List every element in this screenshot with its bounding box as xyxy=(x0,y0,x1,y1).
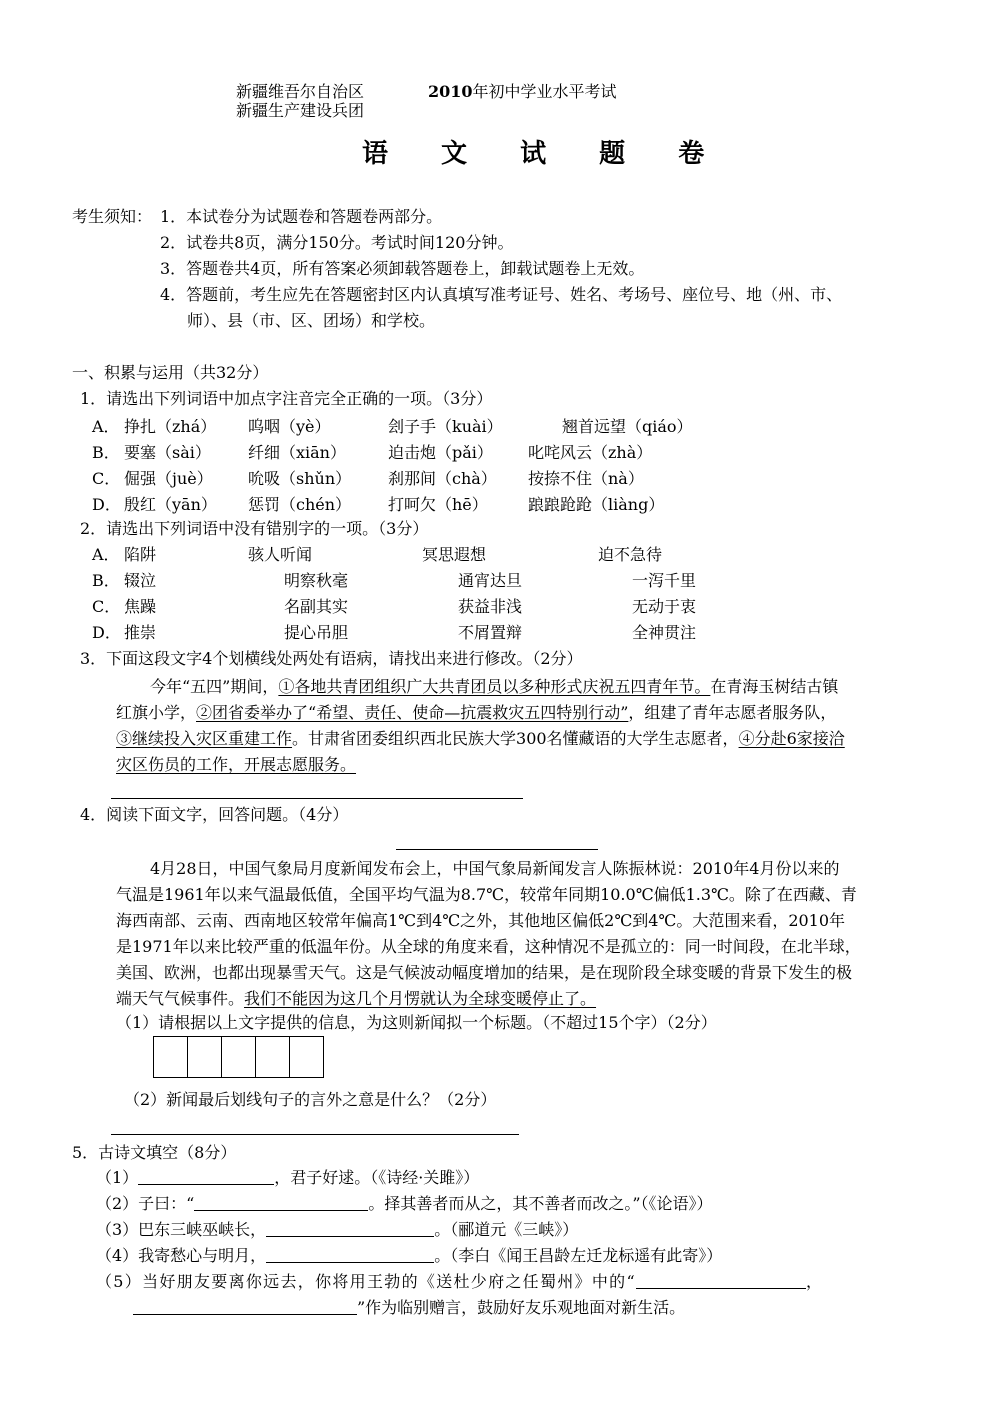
q3-underline-3: ③继续投入灾区重建工作 xyxy=(116,729,293,748)
q4-line-3: 海西南部、云南、西南地区较常年偏高1℃到4℃之外，其他地区偏低2℃到4℃。大范围来看，2010年 xyxy=(116,911,846,930)
q3-text: 红旗小学， xyxy=(116,703,197,722)
q4-underlined-sentence: 我们不能因为这几个月愣就认为全球变暖停止了。 xyxy=(244,989,597,1008)
exam-year: 2010 xyxy=(428,82,473,101)
notice-item-3: 3．答题卷共4页，所有答案必须卸载答题卷上，卸载试题卷上无效。 xyxy=(160,259,645,278)
q3-passage xyxy=(116,674,845,778)
q3-line-2 xyxy=(116,700,845,726)
q5-blank-4[interactable] xyxy=(266,1246,434,1263)
title-box[interactable] xyxy=(153,1036,188,1078)
q4-line-6 xyxy=(116,986,861,1012)
q5-text: 。（李白《闻王昌龄左迁龙标遥有此寄》） xyxy=(434,1246,723,1265)
q5-text: （3）巴东三峡巫峡长， xyxy=(96,1220,267,1239)
q2-option-b-label: B． xyxy=(92,571,120,590)
q3-line-3 xyxy=(116,726,845,752)
q5-blank-2[interactable] xyxy=(194,1194,368,1211)
q5-text: 。（郦道元《三峡》） xyxy=(434,1220,579,1239)
q2-option-c-word-1: 焦躁 xyxy=(124,597,157,616)
q5-blank-3[interactable] xyxy=(266,1220,434,1237)
q3-underline-4-cont: 灾区伤员的工作，开展志愿服务。 xyxy=(116,755,357,774)
q5-text: （5）当好朋友要离你远去，你将用王勃的《送杜少府之任蜀州》中的“ xyxy=(96,1272,636,1291)
q1-option-b-word-2: 纤细（xiān） xyxy=(248,443,346,462)
q1-option-c-word-1: 倔强（juè） xyxy=(124,469,213,488)
q5-line-6 xyxy=(133,1298,685,1318)
q5-text: ， xyxy=(805,1272,824,1291)
page-title: 语 文 试 题 卷 xyxy=(362,139,727,169)
exam-name xyxy=(428,82,617,102)
q2-option-d-word-2: 提心吊胆 xyxy=(284,623,349,642)
q1-option-d-word-4: 踉踉跄跄（liàng） xyxy=(528,495,665,514)
q1-option-b-label: B． xyxy=(92,443,120,462)
q3-text: 今年“五四”期间， xyxy=(150,677,279,696)
q2-option-a-word-4: 迫不急待 xyxy=(598,545,663,564)
q5-line-4 xyxy=(96,1246,722,1266)
q5-text: ”作为临别赠言，鼓励好友乐观地面对新生活。 xyxy=(357,1298,686,1317)
notice-item-1: 1．本试卷分为试题卷和答题卷两部分。 xyxy=(160,207,443,226)
q1-option-d-label: D． xyxy=(92,495,121,514)
exam-name-text: 年初中学业水平考试 xyxy=(472,82,617,101)
q5-blank-1[interactable] xyxy=(138,1168,274,1185)
notice-item-4-cont: 师）、县（市、区、团场）和学校。 xyxy=(187,311,436,330)
q5-stem: 5．古诗文填空（8分） xyxy=(72,1143,237,1162)
header-region-1: 新疆维吾尔自治区 xyxy=(236,82,365,101)
q2-option-d-word-1: 推崇 xyxy=(124,623,157,642)
q4-title-line xyxy=(396,849,598,850)
q2-option-c-word-2: 名副其实 xyxy=(284,597,349,616)
q1-option-c-word-4: 按捺不住（nà） xyxy=(528,469,644,488)
q1-option-a-label: A． xyxy=(92,417,120,436)
q3-line-1 xyxy=(116,674,845,700)
q2-option-b-word-2: 明察秋毫 xyxy=(284,571,349,590)
q2-option-d-word-3: 不屑置辩 xyxy=(458,623,523,642)
q1-option-d-word-3: 打呵欠（hē） xyxy=(388,495,488,514)
q2-option-a-word-2: 骇人听闻 xyxy=(248,545,313,564)
q5-text: （1） xyxy=(96,1168,139,1187)
q4-line-1: 4月28日，中国气象局月度新闻发布会上，中国气象局新闻发言人陈振林说：2010年4月份以来的 xyxy=(150,859,840,878)
section-heading: 一、积累与运用（共32分） xyxy=(72,363,269,382)
q2-option-d-label: D． xyxy=(92,623,121,642)
q5-text: 。择其善者而从之，其不善者而改之。”（《论语》） xyxy=(368,1194,713,1213)
q3-text: 在青海玉树结古镇 xyxy=(710,677,839,696)
q1-option-b-word-3: 迫击炮（pǎi） xyxy=(388,443,493,462)
q2-option-b-word-4: 一泻千里 xyxy=(632,571,697,590)
notice-item-2: 2．试卷共8页，满分150分。考试时间120分钟。 xyxy=(160,233,514,252)
q4-title-boxes[interactable] xyxy=(153,1036,323,1078)
q2-option-c-word-3: 获益非浅 xyxy=(458,597,523,616)
q4-passage xyxy=(116,856,861,1012)
q5-text: ，君子好逑。（《诗经·关雎》） xyxy=(274,1168,480,1187)
title-box[interactable] xyxy=(187,1036,222,1078)
q4-text: 端天气气候事件。 xyxy=(116,989,245,1008)
q3-underline-1: ①各地共青团组织广大共青团员以多种形式庆祝五四青年节。 xyxy=(278,677,711,696)
notice-label: 考生须知： xyxy=(72,207,153,226)
q2-option-b-word-3: 通宵达旦 xyxy=(458,571,523,590)
q3-text: 。甘肃省团委组织西北民族大学300名懂藏语的大学生志愿者， xyxy=(292,729,739,748)
title-box[interactable] xyxy=(221,1036,256,1078)
title-box[interactable] xyxy=(289,1036,324,1078)
q1-option-a-word-2: 呜咽（yè） xyxy=(248,417,331,436)
q1-option-a-word-4: 翘首远望（qiáo） xyxy=(562,417,693,436)
q1-option-c-label: C． xyxy=(92,469,121,488)
q5-line-2 xyxy=(96,1194,713,1214)
q5-line-1 xyxy=(96,1168,479,1188)
q1-option-b-word-4: 叱咤风云（zhà） xyxy=(528,443,653,462)
q2-option-a-label: A． xyxy=(92,545,120,564)
q2-option-d-word-4: 全神贯注 xyxy=(632,623,697,642)
q4-line-5: 美国、欧洲，也都出现暴雪天气。这是气候波动幅度增加的结果，是在现阶段全球变暖的背景下发生的极 xyxy=(116,963,853,982)
q1-option-a-word-3: 刽子手（kuài） xyxy=(388,417,503,436)
q4-line-4: 是1971年以来比较严重的低温年份。从全球的角度来看，这种情况不是孤立的：同一时间段，在北半球， xyxy=(116,937,861,956)
q3-line-4 xyxy=(116,752,845,778)
q2-option-a-word-3: 冥思遐想 xyxy=(422,545,487,564)
q2-option-c-label: C． xyxy=(92,597,121,616)
q1-option-a-word-1: 挣扎（zhá） xyxy=(124,417,217,436)
q4-stem: 4．阅读下面文字，回答问题。（4分） xyxy=(80,805,349,824)
q3-stem: 3．下面这段文字4个划横线处两处有语病，请找出来进行修改。（2分） xyxy=(80,649,583,668)
title-box[interactable] xyxy=(255,1036,290,1078)
q1-option-d-word-1: 殷红（yān） xyxy=(124,495,217,514)
header-region-2: 新疆生产建设兵团 xyxy=(236,101,365,120)
q4-sub-1: （1）请根据以上文字提供的信息，为这则新闻拟一个标题。（不超过15个字）（2分） xyxy=(116,1013,717,1032)
q3-underline-4: ④分赴6家接洽 xyxy=(738,729,845,748)
q2-option-b-word-1: 辍泣 xyxy=(124,571,157,590)
q5-blank-5[interactable] xyxy=(636,1272,806,1289)
q1-stem: 1．请选出下列词语中加点字注音完全正确的一项。（3分） xyxy=(80,389,493,408)
q4-sub-2: （2）新闻最后划线句子的言外之意是什么？（2分） xyxy=(124,1090,497,1109)
q2-option-a-word-1: 陷阱 xyxy=(124,545,157,564)
q4-answer-line[interactable] xyxy=(111,1134,519,1135)
notice-item-4: 4．答题前，考生应先在答题密封区内认真填写准考证号、姓名、考场号、座位号、地（州、市、 xyxy=(160,285,843,304)
q1-option-c-word-3: 刹那间（chà） xyxy=(388,469,497,488)
q5-blank-6[interactable] xyxy=(133,1298,357,1315)
q1-option-c-word-2: 吮吸（shǔn） xyxy=(248,469,352,488)
q5-text: （4）我寄愁心与明月， xyxy=(96,1246,267,1265)
q5-text: （2）子曰：“ xyxy=(96,1194,195,1213)
q5-line-3 xyxy=(96,1220,578,1240)
q1-option-b-word-1: 要塞（sài） xyxy=(124,443,211,462)
q2-stem: 2．请选出下列词语中没有错别字的一项。（3分） xyxy=(80,519,429,538)
q4-line-2: 气温是1961年以来气温最低值，全国平均气温为8.7℃，较常年同期10.0℃偏低1.3℃。除了在西藏、青 xyxy=(116,885,857,904)
q3-text: ，组建了青年志愿者服务队， xyxy=(628,703,837,722)
q3-underline-2: ②团省委举办了“希望、责任、使命—抗震救灾五四特别行动” xyxy=(196,703,629,722)
q3-answer-line[interactable] xyxy=(111,798,523,799)
q2-option-c-word-4: 无动于衷 xyxy=(632,597,697,616)
q5-line-5 xyxy=(96,1272,823,1292)
q1-option-d-word-2: 惩罚（chén） xyxy=(248,495,352,514)
